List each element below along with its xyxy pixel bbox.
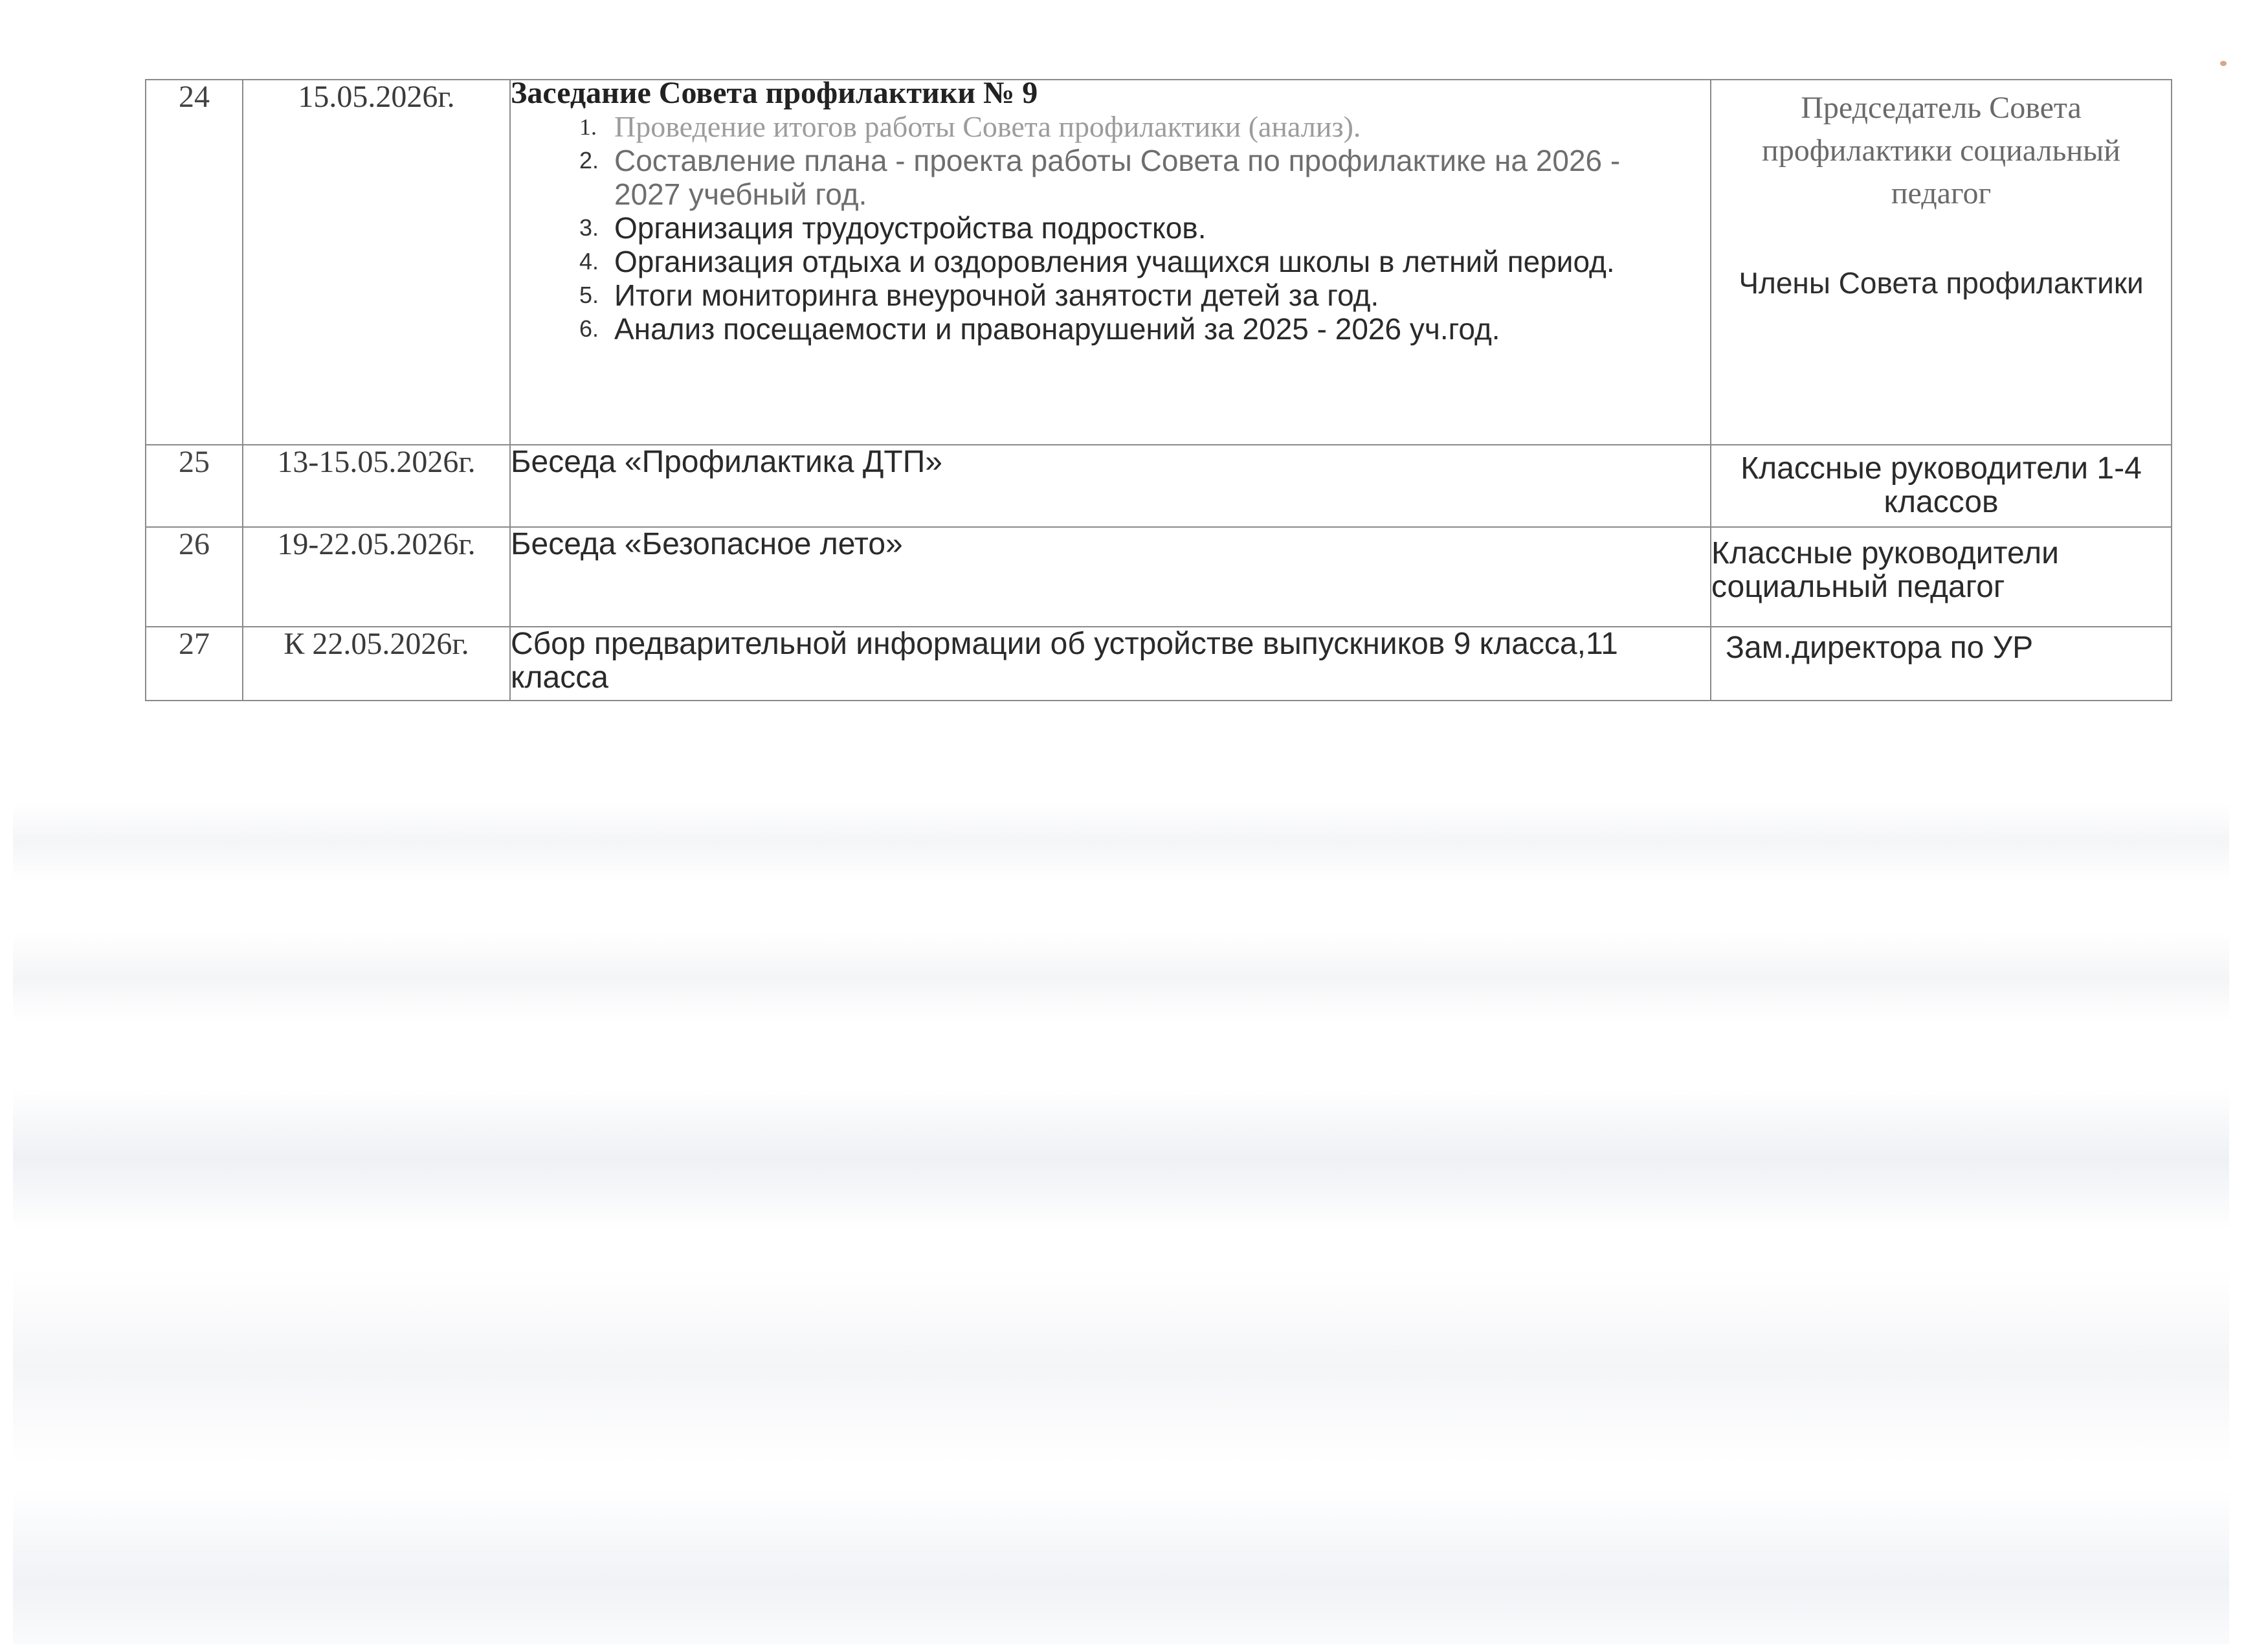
scan-speck	[2220, 61, 2227, 66]
row-date: 19-22.05.2026г.	[243, 527, 510, 627]
responsible-chair: Председатель Совета профилактики социальный педагог	[1762, 91, 2120, 210]
row-date: 15.05.2026г.	[243, 80, 510, 445]
responsible-members: Члены Совета профилактики	[1739, 266, 2144, 300]
table-row	[146, 80, 2172, 445]
agenda-item: Проведение итогов работы Совета профилактики (анализ).	[614, 110, 1361, 143]
table-row	[146, 527, 2172, 627]
row-number: 24	[146, 80, 243, 445]
agenda-item: Организация трудоустройства подростков.	[614, 211, 1206, 245]
row-date: 13-15.05.2026г.	[243, 445, 510, 527]
agenda-item: Составление плана - проекта работы Совета по профилактике на 2026 - 2027 учебный год.	[614, 144, 1621, 211]
row-event: Сбор предварительной информации об устройстве выпускников 9 класса,11 класса	[510, 627, 1711, 701]
row-number: 26	[146, 527, 243, 627]
row-event	[510, 76, 1711, 445]
table-row	[146, 627, 2172, 701]
row-number: 27	[146, 627, 243, 701]
agenda-item: Анализ посещаемости и правонарушений за 2025 - 2026 уч.год.	[614, 312, 1500, 346]
scan-artifact	[13, 1088, 2229, 1230]
row-event: Беседа «Безопасное лето»	[510, 527, 1711, 627]
row-event: Беседа «Профилактика ДТП»	[510, 445, 1711, 527]
row-date: К 22.05.2026г.	[243, 627, 510, 701]
event-title: Заседание Совета профилактики № 9	[511, 76, 1038, 110]
scan-artifact	[13, 1269, 2229, 1463]
row-responsible: Зам.директора по УР	[1711, 627, 2172, 701]
agenda-item: Организация отдыха и оздоровления учащихся школы в летний период.	[614, 245, 1615, 278]
scan-artifact	[13, 1489, 2229, 1645]
row-responsible	[1711, 80, 2172, 445]
scan-artifact	[13, 932, 2229, 1023]
plan-table	[145, 76, 2172, 701]
agenda-item: Итоги мониторинга внеурочной занятости детей за год.	[614, 278, 1379, 312]
table-row	[146, 445, 2172, 527]
scan-artifact	[13, 803, 2229, 881]
agenda-list	[511, 110, 1710, 346]
row-responsible: Классные руководители 1-4 классов	[1711, 445, 2172, 527]
row-number: 25	[146, 445, 243, 527]
row-responsible: Классные руководители социальный педагог	[1711, 527, 2172, 627]
